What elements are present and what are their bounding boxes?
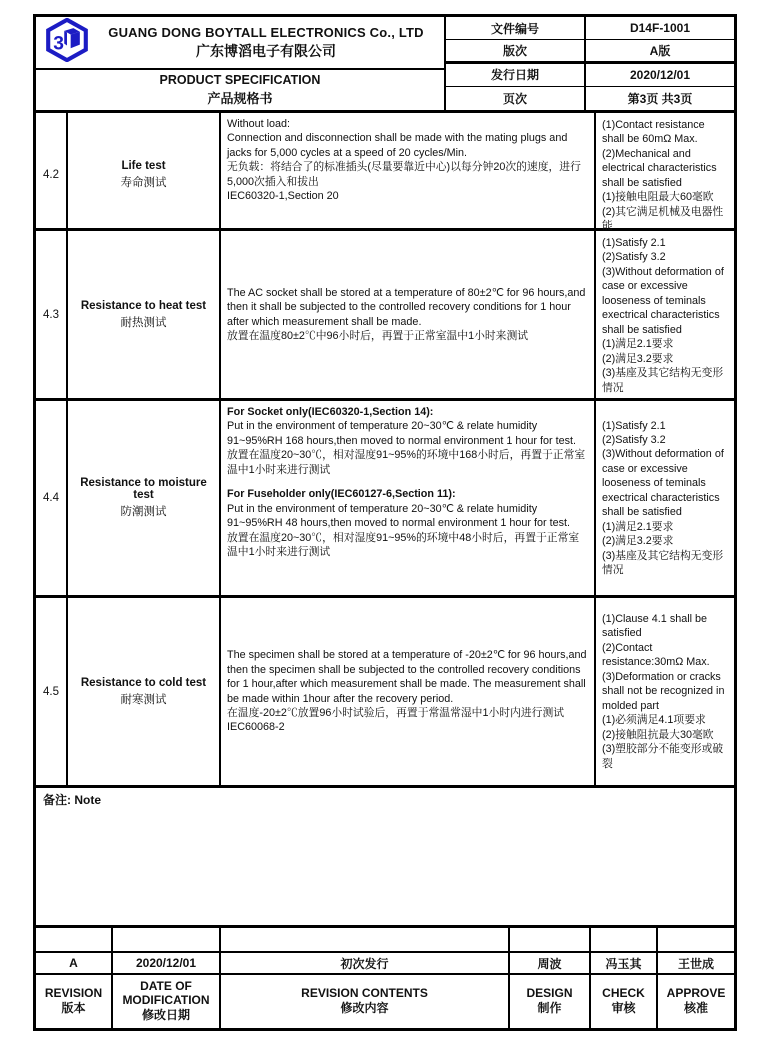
test-name xyxy=(68,113,221,237)
rev-empty-cell xyxy=(510,928,591,953)
field-value-issue-date: 2020/12/01 xyxy=(584,64,734,87)
req-line: (1)接触电阻最大60毫欧 xyxy=(602,191,714,204)
revision-table xyxy=(36,928,734,1028)
test-name-zh: 寿命测试 xyxy=(120,176,167,189)
req-line: (3)Without deformation of case or excessive looseness of teminals exectrical characteristics shall be satisfied xyxy=(602,448,724,519)
rev-entry-contents: 初次发行 xyxy=(221,953,510,975)
rev-empty-cell xyxy=(113,928,221,953)
rev-empty-cell xyxy=(221,928,510,953)
row-number: 4.5 xyxy=(36,598,68,785)
test-requirement xyxy=(596,113,734,237)
header xyxy=(36,17,734,113)
rev-entry-version: A xyxy=(36,953,113,975)
spec-row-4-4 xyxy=(36,401,734,598)
desc-line: Put in the environment of temperature 20~30℃ & relate humidity 91~95%RH 168 hours,then moved to normal environment 1 hour for test. xyxy=(227,420,576,447)
header-fields xyxy=(446,17,734,110)
test-name-en: Resistance to cold test xyxy=(80,676,207,689)
desc-line: For Fuseholder only(IEC60127-6,Section 11): xyxy=(227,488,456,501)
test-name xyxy=(68,231,221,398)
row-number: 4.2 xyxy=(36,113,68,237)
rev-empty-cell xyxy=(591,928,658,953)
test-name-zh: 耐寒测试 xyxy=(120,693,167,706)
header-left xyxy=(36,17,446,110)
test-name-en: Life test xyxy=(121,159,166,172)
rev-entry-approve: 王世成 xyxy=(658,953,734,975)
test-name xyxy=(68,401,221,595)
req-line: (2)Satisfy 3.2 xyxy=(602,433,666,446)
req-line: (3)Without deformation of case or excessive looseness of teminals exectrical characteristics shall be satisfied xyxy=(602,265,724,336)
test-name-zh: 防潮测试 xyxy=(120,506,167,518)
rev-entry-date: 2020/12/01 xyxy=(113,953,221,975)
doc-title-row xyxy=(36,70,444,110)
rev-empty-cell xyxy=(36,928,113,953)
req-line: (2)接触阻抗最大30毫欧 xyxy=(602,728,714,741)
desc-line: 放置在温度20~30℃，相对湿度91~95%的环境中48小时后，再置于正常室温中1小时来进行测试 xyxy=(227,531,580,559)
rev-header-contents: REVISION CONTENTS 修改内容 xyxy=(221,975,510,1028)
company-names xyxy=(98,25,444,61)
rev-empty-cell xyxy=(658,928,734,953)
field-value-version: A版 xyxy=(584,40,734,63)
test-requirement xyxy=(596,231,734,398)
rev-header-revision: REVISION 版本 xyxy=(36,975,113,1028)
desc-line: IEC60068-2 xyxy=(227,721,285,734)
desc-line: 放置在温度80±2℃中96小时后，再置于正常室温中1小时来测试 xyxy=(227,329,529,342)
rev-header-date: DATE OF MODIFICATION 修改日期 xyxy=(113,975,221,1028)
test-description xyxy=(221,401,596,595)
desc-line: Put in the environment of temperature 20~30℃ & relate humidity 91~95%RH 48 hours,then moved to normal environment 1 hour for test. xyxy=(227,502,570,530)
req-line: (1)Satisfy 2.1 xyxy=(602,419,666,432)
row-number: 4.4 xyxy=(36,401,68,595)
req-line: (2)Mechanical and electrical characteristics shall be satisfied xyxy=(602,147,717,189)
field-label-issue-date: 发行日期 xyxy=(446,64,584,87)
spec-row-4-3 xyxy=(36,231,734,401)
test-requirement xyxy=(596,598,734,785)
req-line: (2)满足3.2要求 xyxy=(602,352,674,365)
field-label-doc-number: 文件编号 xyxy=(446,17,584,40)
spec-sheet xyxy=(33,14,737,1031)
field-label-page: 页次 xyxy=(502,91,527,106)
desc-line: The specimen shall be stored at a temperature of -20±2℃ for 96 hours,and then the specimen shall be subjected to the controlled recovery conditions for 1 hour,after which measurement shall be made. The measurement shall be made within 1hour after the recovery period. xyxy=(227,649,587,705)
test-description xyxy=(221,231,596,398)
test-name-en: Resistance to heat test xyxy=(80,299,207,312)
rev-header-design: DESIGN 制作 xyxy=(510,975,591,1028)
test-name xyxy=(68,598,221,785)
field-label-version: 版次 xyxy=(446,40,584,63)
test-requirement xyxy=(596,401,734,595)
req-line: (1)满足2.1要求 xyxy=(602,520,674,533)
spec-row-4-5 xyxy=(36,598,734,788)
field-value-page: 第3页 共3页 xyxy=(584,87,734,110)
spec-row-4-2 xyxy=(36,113,734,231)
req-line: (1)Clause 4.1 shall be satisfied xyxy=(602,613,708,640)
doc-title-zh: 产品规格书 xyxy=(207,91,273,106)
req-line: (2)Contact resistance:30mΩ Max. xyxy=(602,641,710,669)
company-name-en: GUANG DONG BOYTALL ELECTRONICS Co., LTD xyxy=(108,24,424,40)
desc-line: 放置在温度20~30℃，相对湿度91~95%的环境中168小时后，再置于正常室温中1小时来进行测试 xyxy=(227,449,586,476)
row-number: 4.3 xyxy=(36,231,68,398)
rev-header-check: CHECK 审核 xyxy=(591,975,658,1028)
svg-text:3: 3 xyxy=(53,33,64,55)
rev-entry-design: 周波 xyxy=(510,953,591,975)
desc-line: Without load: xyxy=(227,118,291,130)
rev-header-approve: APPROVE 核准 xyxy=(666,986,726,1015)
desc-line: 无负载：将结合了的标准插头(尽量要靠近中心)以每分钟20次的速度，进行5,000次插入和拔出 xyxy=(227,161,581,188)
company-logo-icon xyxy=(44,18,90,67)
req-line: (2)Satisfy 3.2 xyxy=(602,251,666,264)
doc-title-en: PRODUCT SPECIFICATION xyxy=(159,73,321,87)
test-name-zh: 耐热测试 xyxy=(120,316,167,329)
desc-line: For Socket only(IEC60320-1,Section 14): xyxy=(227,406,434,418)
desc-line: Connection and disconnection shall be made with the mating plugs and jacks for 5,000 cycles at a speed of 20 cycles/Min. xyxy=(227,132,568,159)
req-line: (1)Contact resistance shall be 60mΩ Max. xyxy=(602,119,705,146)
desc-line: The AC socket shall be stored at a temperature of 80±2℃ for 96 hours,and then it shall be subjected to the controlled recovery conditions for 1 hour after which measurement shall be made. xyxy=(227,286,586,328)
note-label: 备注: Note xyxy=(43,793,101,807)
req-line: (3)塑胶部分不能变形或破裂 xyxy=(602,743,724,770)
req-line: (3)Deformation or cracks shall not be recognized in molded part xyxy=(602,670,725,712)
desc-line: 在温度-20±2℃放置96小时试验后，再置于常温常湿中1小时内进行测试 xyxy=(227,706,565,719)
req-line: (2)满足3.2要求 xyxy=(602,535,674,548)
test-name-en: Resistance to moisture test xyxy=(80,477,207,501)
req-line: (1)必须满足4.1项要求 xyxy=(602,714,706,727)
field-value-doc-number: D14F-1001 xyxy=(584,17,734,40)
req-line: (2)其它满足机械及电器性能 xyxy=(602,205,724,233)
req-line: (3)基座及其它结构无变形情况 xyxy=(602,549,724,577)
rev-entry-check: 冯玉其 xyxy=(591,953,658,975)
company-name-zh: 广东博滔电子有限公司 xyxy=(196,42,336,59)
req-line: (3)基座及其它结构无变形情况 xyxy=(602,367,724,394)
desc-line: IEC60320-1,Section 20 xyxy=(227,190,339,203)
req-line: (1)满足2.1要求 xyxy=(602,338,674,351)
note-box xyxy=(36,788,734,928)
test-description xyxy=(221,598,596,785)
req-line: (1)Satisfy 2.1 xyxy=(602,237,666,249)
test-description xyxy=(221,113,596,237)
company-row xyxy=(36,17,444,70)
